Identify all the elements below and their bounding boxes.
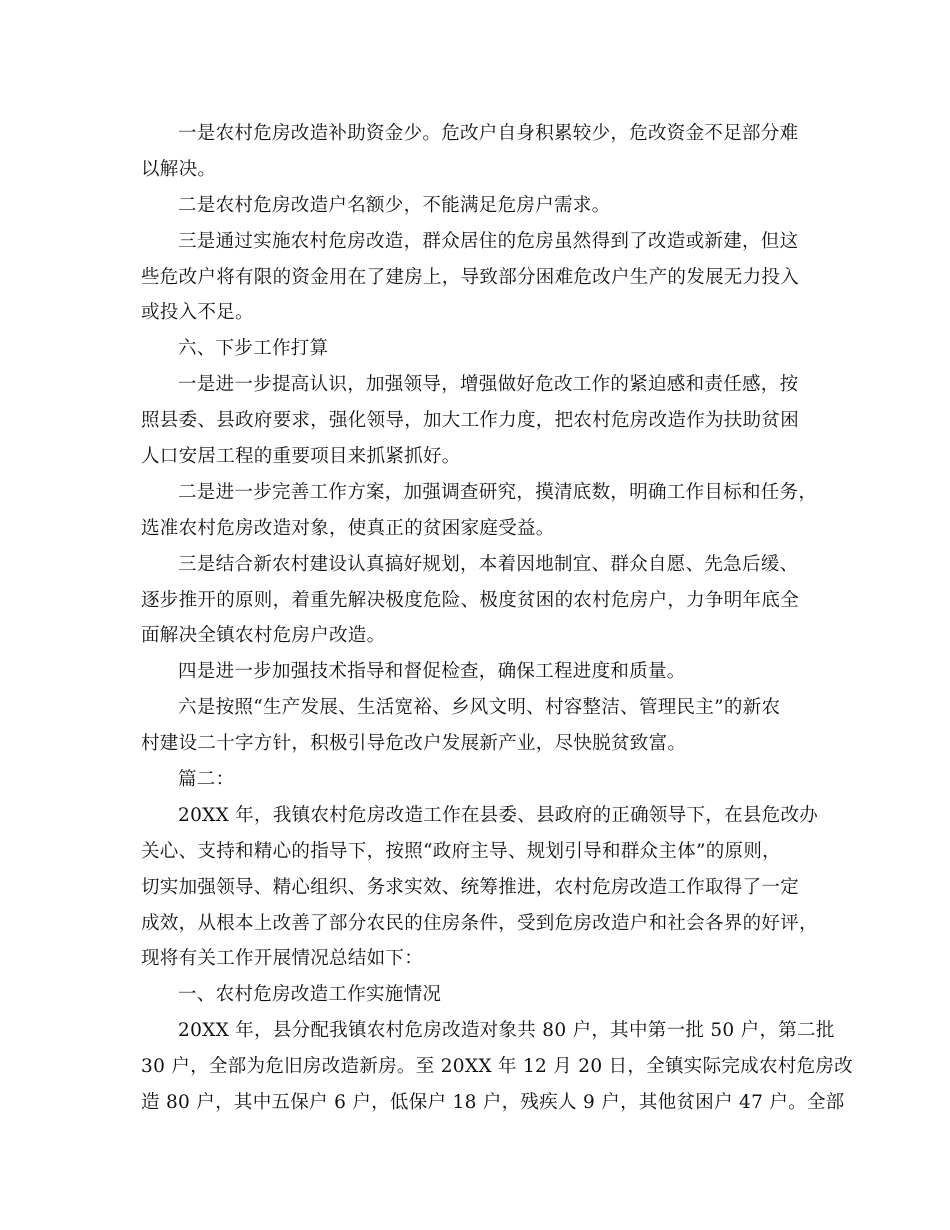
paragraph-first-line: 20XX 年，县分配我镇农村危房改造对象共 80 户，其中第一批 50 户，第二批: [178, 1020, 835, 1042]
paragraph-line: 现将有关工作开展情况总结如下：: [141, 948, 424, 970]
paragraph-first-line: 六是按照“生产发展、生活宽裕、乡风文明、村容整洁、管理民主”的新农: [178, 697, 781, 719]
paragraph-first-line: 三是结合新农村建设认真搞好规划，本着因地制宜、群众自愿、先急后缓、: [178, 553, 799, 575]
paragraph-first-line: 篇二：: [178, 769, 235, 791]
paragraph-line: 关心、支持和精心的指导下，按照“政府主导、规划引导和群众主体”的原则，: [141, 840, 781, 862]
paragraph-first-line: 四是进一步加强技术指导和督促检查，确保工程进度和质量。: [178, 661, 686, 683]
paragraph-first-line: 20XX 年，我镇农村危房改造工作在县委、县政府的正确领导下，在县危改办: [178, 804, 819, 826]
paragraph-line: 面解决全镇农村危房户改造。: [141, 625, 386, 647]
paragraph-first-line: 二是农村危房改造户名额少，不能满足危房户需求。: [178, 194, 611, 216]
paragraph-first-line: 二是进一步完善工作方案，加强调查研究，摸清底数，明确工作目标和任务，: [178, 481, 818, 503]
paragraph-line: 人口安居工程的重要项目来抓紧抓好。: [141, 446, 461, 468]
paragraph-first-line: 一是农村危房改造补助资金少。危改户自身积累较少，危改资金不足部分难: [178, 123, 799, 144]
paragraph-line: 村建设二十字方针，积极引导危改户发展新产业，尽快脱贫致富。: [141, 733, 687, 755]
paragraph-first-line: 三是通过实施农村危房改造，群众居住的危房虽然得到了改造或新建，但这: [178, 230, 799, 252]
paragraph-line: 成效，从根本上改善了部分农民的住房条件，受到危房改造户和社会各界的好评，: [141, 912, 818, 934]
document-body: [141, 116, 853, 1121]
paragraph-line: 30 户，全部为危旧房改造新房。至 20XX 年 12 月 20 日，全镇实际完成农村危房改: [141, 1056, 853, 1078]
paragraph-line: 逐步推开的原则，着重先解决极度危险、极度贫困的农村危房户，力争明年底全: [141, 589, 800, 611]
paragraph-line: 选准农村危房改造对象，使真正的贫困家庭受益。: [141, 517, 555, 539]
paragraph-line: 些危改户将有限的资金用在了建房上，导致部分困难危改户生产的发展无力投入: [141, 266, 800, 288]
paragraph-line: 切实加强领导、精心组织、务求实效、统筹推进，农村危房改造工作取得了一定: [141, 876, 800, 898]
paragraph-line: 或投入不足。: [141, 302, 254, 324]
paragraph-first-line: 一、农村危房改造工作实施情况: [178, 984, 442, 1006]
paragraph-line: 以解决。: [141, 158, 217, 180]
paragraph-first-line: 一是进一步提高认识，加强领导，增强做好危改工作的紧迫感和责任感，按: [178, 374, 799, 396]
paragraph-line: 照县委、县政府要求，强化领导，加大工作力度，把农村危房改造作为扶助贫困: [141, 410, 800, 432]
paragraph-first-line: 六、下步工作打算: [178, 338, 329, 360]
paragraph-line: 造 80 户，其中五保户 6 户，低保户 18 户，残疾人 9 户，其他贫困户 47 户。全部: [141, 1092, 845, 1114]
